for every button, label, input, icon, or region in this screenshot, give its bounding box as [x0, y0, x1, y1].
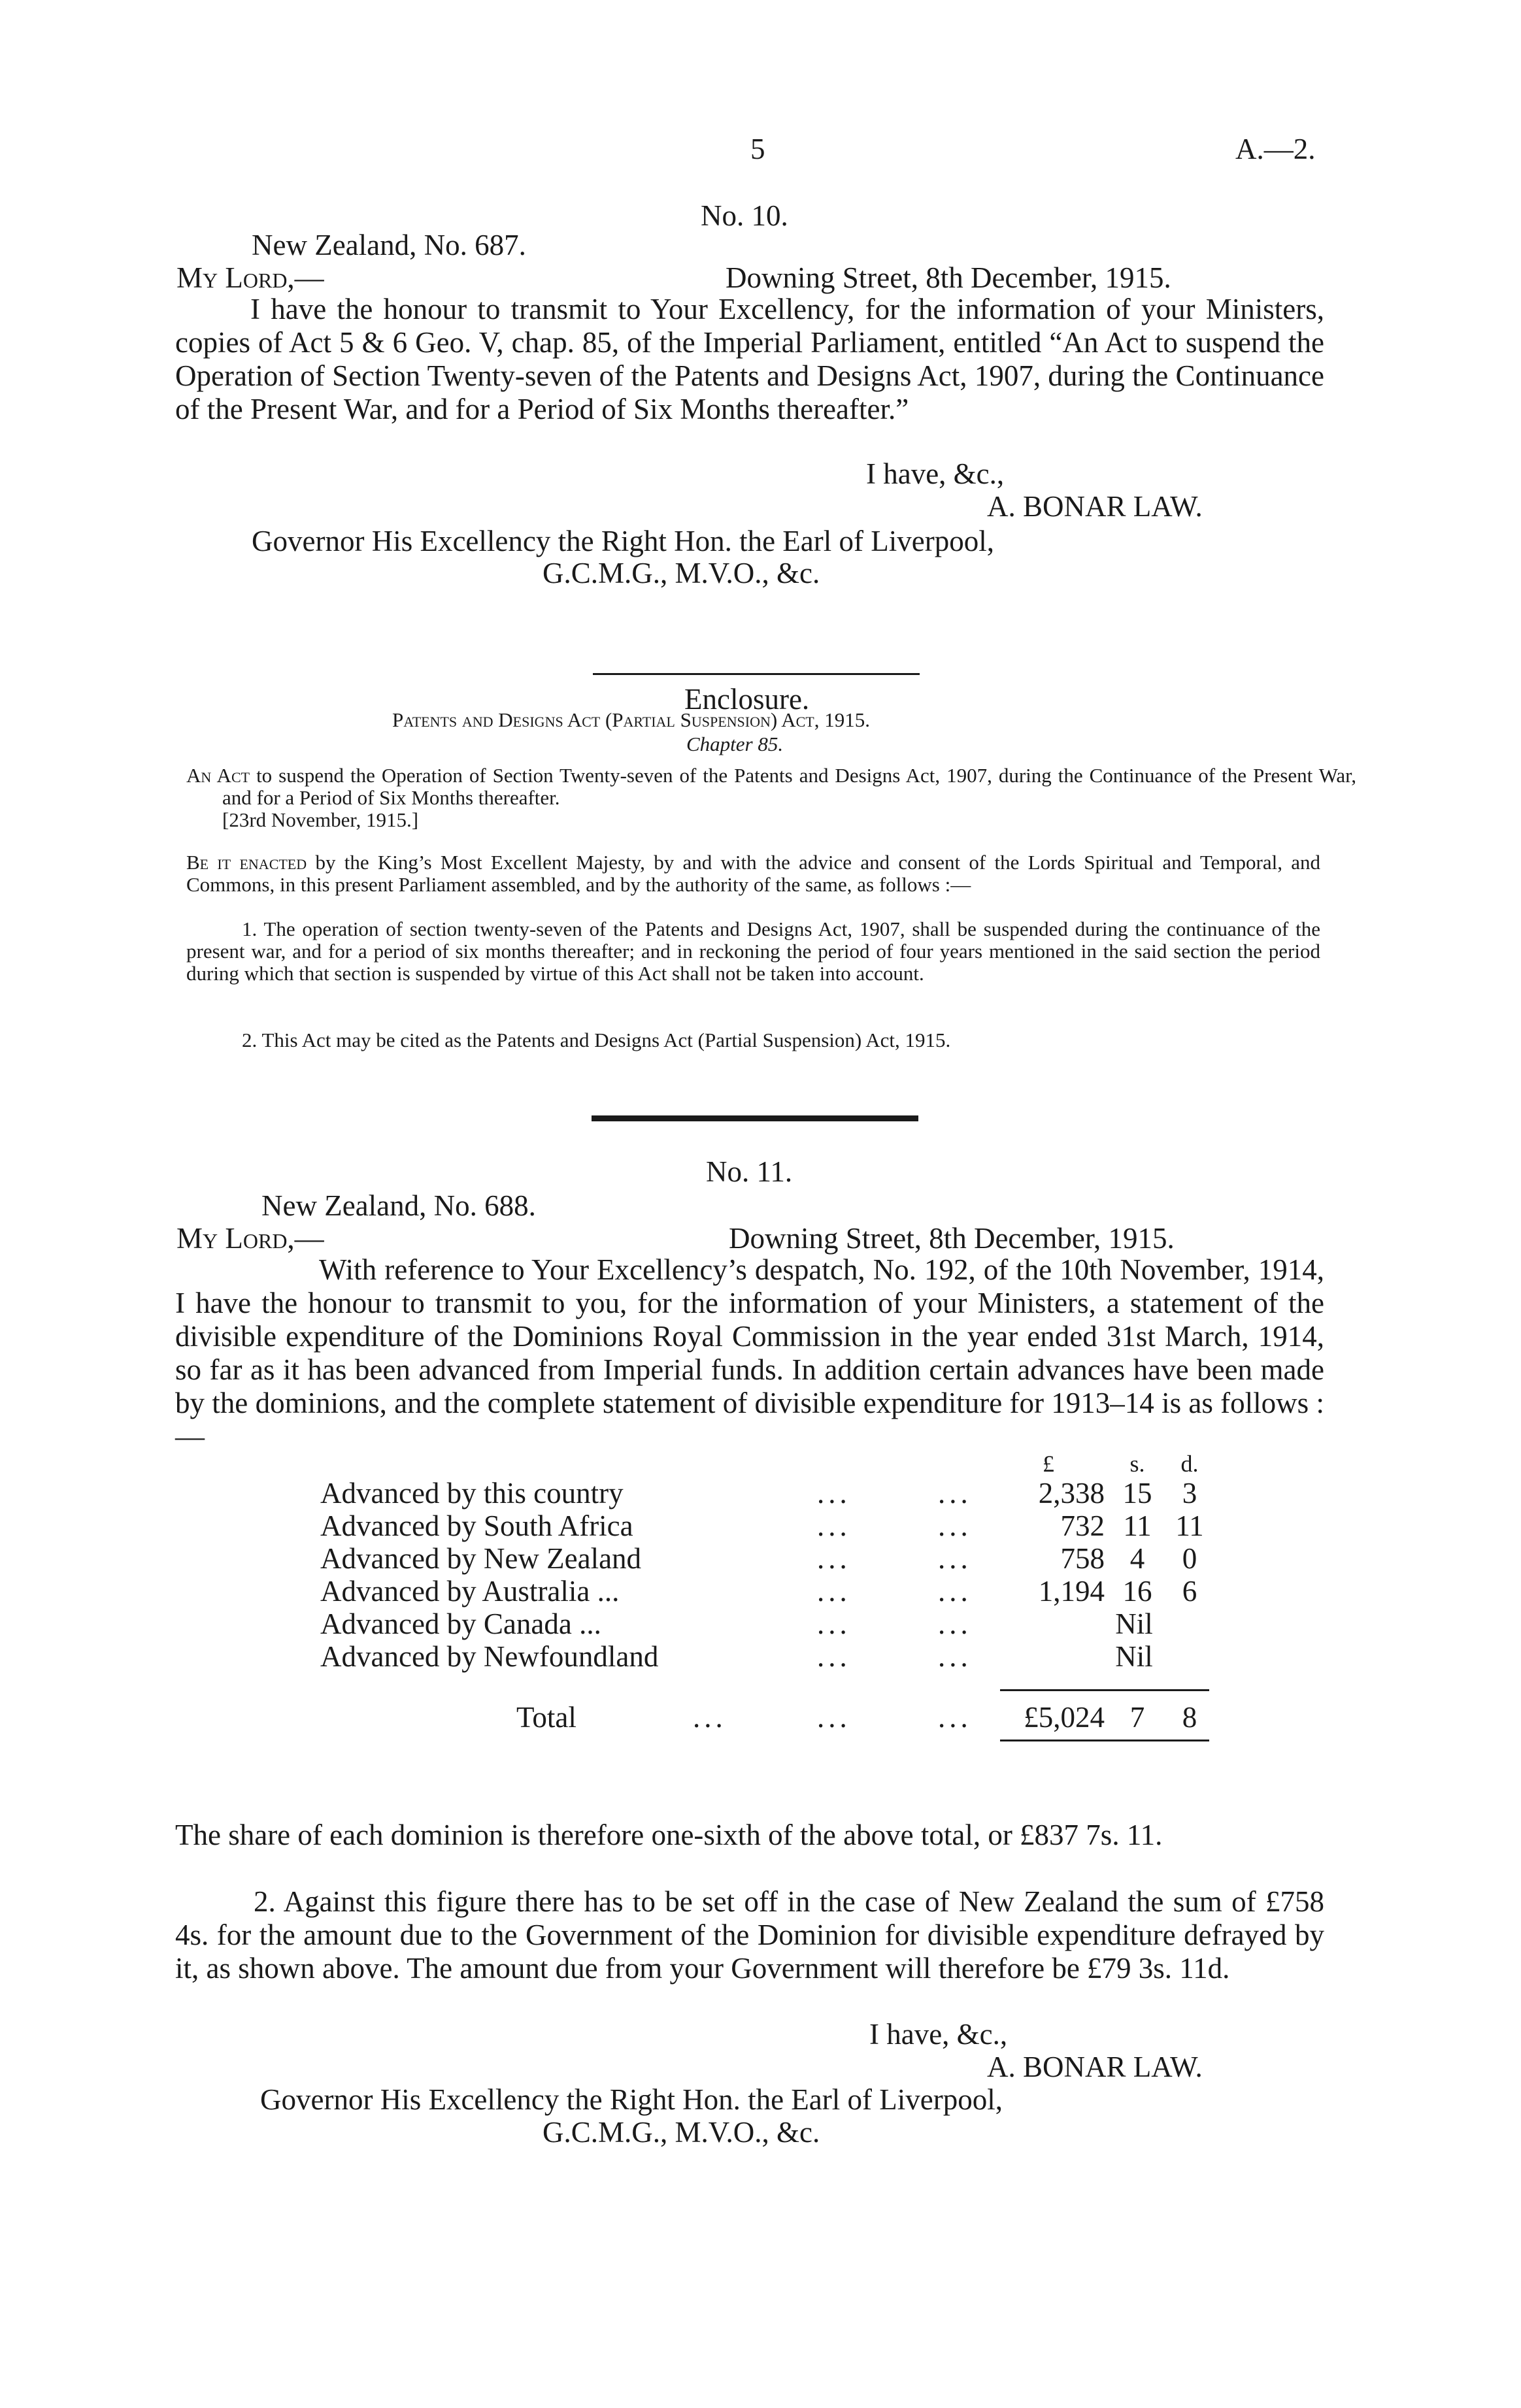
table-total-row [320, 1701, 1235, 1734]
enclosure-preamble [186, 765, 1356, 831]
leader-dots: ... [817, 1509, 851, 1542]
leader-dots: ... [938, 1509, 972, 1542]
row-label: Advanced by New Zealand [320, 1542, 642, 1575]
letter-11-addressee-honours: G.C.M.G., M.V.O., &c. [543, 2116, 820, 2149]
total-label: Total [516, 1701, 577, 1734]
table-row [320, 1542, 1235, 1575]
row-nil: Nil [1115, 1608, 1153, 1640]
letter-11-addressee: Governor His Excellency the Right Hon. the Earl of Liverpool, [260, 2083, 1003, 2116]
leader-dots: ... [938, 1542, 972, 1575]
row-label: Advanced by Newfoundland [320, 1640, 659, 1673]
leader-dots: ... [938, 1701, 972, 1734]
table-header [320, 1447, 1235, 1481]
enclosure-heading: Enclosure. [684, 683, 810, 716]
letter-11-para-2: 2. Against this figure there has to be set off in the case of New Zealand the sum of £758 4s. for the amount due to the Government of the Dominion for divisible expenditure defrayed by it, as shown above. The amount due from your Government will therefore be £79 3s. 11d. [175, 1885, 1324, 1985]
row-pence: 0 [1182, 1542, 1197, 1575]
leader-dots: ... [938, 1575, 972, 1608]
col-pence: d. [1180, 1451, 1199, 1477]
row-pounds: 2,338 [1038, 1477, 1105, 1509]
enclosure-chapter: Chapter 85. [686, 733, 784, 755]
letter-10-reference: New Zealand, No. 687. [252, 229, 526, 261]
leader-dots: ... [817, 1640, 851, 1673]
page-number: 5 [750, 133, 765, 165]
enclosure-section-1: 1. The operation of section twenty-seven of the Patents and Designs Act, 1907, shall be suspended during the continuance of the present war, and for a period of six months thereafter; and in reckoning the period of four years mentioned in the said section the period during which that section is suspended by virtue of this Act shall not be taken into account. [186, 917, 1320, 985]
col-pounds: £ [1043, 1451, 1054, 1477]
leader-dots: ... [938, 1608, 972, 1640]
leader-dots: ... [817, 1575, 851, 1608]
letter-10-addressee-honours: G.C.M.G., M.V.O., &c. [543, 557, 820, 589]
row-label: Advanced by South Africa [320, 1509, 633, 1542]
row-pence: 3 [1182, 1477, 1197, 1509]
table-row [320, 1640, 1235, 1674]
preamble-text: to suspend the Operation of Section Twenty-seven of the Patents and Designs Act, 1907, during the Continuance of the Present War, and for a Period of Six Months thereafter. [222, 764, 1357, 809]
preamble-date: [23rd November, 1915.] [222, 808, 419, 831]
section-divider [593, 673, 920, 675]
letter-10-addressee: Governor His Excellency the Right Hon. the Earl of Liverpool, [252, 525, 994, 557]
document-reference: A.—2. [1235, 133, 1316, 165]
table-row [320, 1477, 1235, 1510]
letter-11-share: The share of each dominion is therefore one-sixth of the above total, or £837 7s. 11. [175, 1819, 1163, 1851]
leader-dots: ... [817, 1701, 851, 1734]
row-shillings: 16 [1122, 1575, 1152, 1608]
letter-11-signature: A. BONAR LAW. [987, 2051, 1203, 2083]
letter-10-body: I have the honour to transmit to Your Excellency, for the information of your Ministers, copies of Act 5 & 6 Geo. V, chap. 85, of the Imperial Parliament, entitled “An Act to suspend the Operation of Section Twenty-seven of the Patents and Designs Act, 1907, during the Continuance of the Present War, and for a Period of Six Months thereafter.” [175, 293, 1324, 425]
row-shillings: 11 [1123, 1509, 1152, 1542]
letter-11-reference: New Zealand, No. 688. [261, 1189, 536, 1222]
row-pence: 6 [1182, 1575, 1197, 1608]
letter-divider [592, 1115, 918, 1121]
enacting-lead: Be it enacted [186, 851, 307, 874]
enclosure-enacting-clause [186, 851, 1320, 896]
row-pounds: 758 [1060, 1542, 1105, 1575]
letter-11-closing: I have, &c., [869, 2018, 1008, 2051]
row-nil: Nil [1115, 1640, 1153, 1673]
total-pence: 8 [1182, 1701, 1197, 1734]
row-pounds: 1,194 [1038, 1575, 1105, 1608]
row-shillings: 4 [1129, 1542, 1145, 1575]
leader-dots: ... [817, 1477, 851, 1509]
letter-10-number: No. 10. [701, 199, 788, 232]
total-pounds: £5,024 [1024, 1701, 1105, 1734]
letter-10-place-date: Downing Street, 8th December, 1915. [726, 261, 1171, 294]
letter-11-place-date: Downing Street, 8th December, 1915. [729, 1222, 1175, 1255]
enclosure-act-title: Patents and Designs Act (Partial Suspension) Act, 1915. [392, 708, 870, 731]
letter-10-signature: A. BONAR LAW. [987, 490, 1203, 523]
letter-11-body: With reference to Your Excellency’s despatch, No. 192, of the 10th November, 1914, I have the honour to transmit to you, for the information of your Ministers, a statement of the divisible expenditure of the Dominions Royal Commission in the year ended 31st March, 1914, so far as it has been advanced from Imperial funds. In addition certain advances have been made by the dominions, and the complete statement of divisible expenditure for 1913–14 is as follows :— [175, 1253, 1324, 1453]
leader-dots: ... [938, 1640, 972, 1673]
letter-10-closing: I have, &c., [866, 457, 1005, 490]
leader-dots: ... [817, 1542, 851, 1575]
row-shillings: 15 [1122, 1477, 1152, 1509]
letter-11-salutation: My Lord,— [176, 1222, 324, 1255]
row-label: Advanced by Canada ... [320, 1608, 601, 1640]
table-row [320, 1608, 1235, 1641]
row-pence: 11 [1175, 1509, 1204, 1542]
row-label: Advanced by Australia ... [320, 1575, 620, 1608]
table-row [320, 1509, 1235, 1543]
leader-dots: ... [693, 1701, 727, 1734]
enacting-text: by the King’s Most Excellent Majesty, by and with the advice and consent of the Lords Spiritual and Temporal, and Commons, in this present Parliament assembled, and by the authority of the same, as follows :— [186, 851, 1321, 896]
total-rule-bottom [1000, 1740, 1209, 1741]
enclosure-section-2: 2. This Act may be cited as the Patents and Designs Act (Partial Suspension) Act, 1915. [242, 1029, 951, 1051]
preamble-lead: An Act [186, 764, 250, 787]
row-label: Advanced by this country [320, 1477, 624, 1509]
total-rule-top [1000, 1689, 1209, 1691]
table-row [320, 1575, 1235, 1608]
total-shillings: 7 [1129, 1701, 1145, 1734]
row-pounds: 732 [1060, 1509, 1105, 1542]
letter-10-salutation: My Lord,— [176, 261, 324, 294]
leader-dots: ... [817, 1608, 851, 1640]
leader-dots: ... [938, 1477, 972, 1509]
col-shillings: s. [1129, 1451, 1145, 1477]
letter-11-number: No. 11. [706, 1155, 793, 1188]
